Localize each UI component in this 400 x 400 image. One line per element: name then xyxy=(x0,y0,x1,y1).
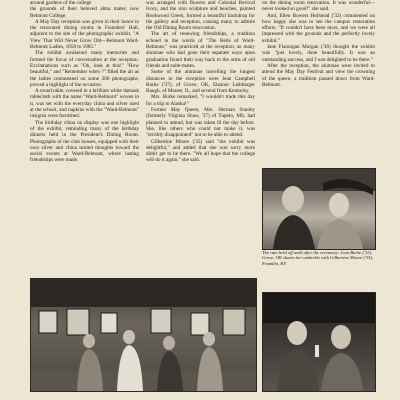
paragraph: Gilbertine Moore ('35) said "the exhibit was delightful," and added that she was sorry more didn't get to be there. "We all hope that the college will do it again," she said. xyxy=(146,138,255,164)
paragraph: Jane Flannigan Morgan ('36) thought the exhibit was "just lovely, done beautifully. It was an outstanding success, and I was delighted to be there." xyxy=(262,44,375,63)
reunion-photo xyxy=(262,168,376,250)
paragraph: on the dining room renovation. It was wonderful—never looked so good!" she said. xyxy=(262,0,375,13)
paragraph: Mrs. Burke remarked, "I wouldn't trade this day for a trip to Alaska!" xyxy=(146,94,255,107)
paragraph: A round table, covered in a brilliant white damask tablecloth with the name "Ward-Belmont" woven in it, was set with the everyday china and silver used at the school, and napkins with the "Ward-Belmont" insignia were furnished. xyxy=(30,88,139,120)
paragraph: The art of renewing friendships, a tradition echoed in the words of "The Bells of Ward-Belmont," was practiced at the reception, as many alumnae who had gone their separate ways upon graduation found their way back to the arms of old friends and suite-mates. xyxy=(146,31,255,69)
paragraph: was arranged with flowers and Colonial Revival Ivory, and the iron sculpture and benches, painted Rookwood Green, formed a beautiful backdrop for the gallery and reception, causing many to admire the Old Dining Room renovation. xyxy=(146,0,255,32)
paragraph: After the reception, the alumnae were invited to attend the May Day Festival and view the crowning of the queen, a tradition passed down from Ward-Belmont. xyxy=(262,62,375,88)
paragraph: The birthday china on display was one highlight of the exhibit, reminding many of the birthday dinners held in the President's Dining Room. Photographs of the club houses, equipped with their own silver and china turned thoughts toward the social events at Ward-Belmont, where lasting friendships were made. xyxy=(30,119,139,164)
reunion-photo-image xyxy=(263,169,375,249)
paragraph: And, Ellen Bowers Hofstead ('32) commented on how happy she was to see the campus restoration efforts. "It couldn't have been nicer, and we were all impressed with the grounds and the perfectly lovely exhibit." xyxy=(262,12,375,44)
reception-photo-image xyxy=(263,293,375,391)
paragraph: Some of the alumnae travelling the longest distances to the reception were Jean Campbell Burke ('37), of Grove, OK, Eleanor Liebbarger Baugh, of Monee, IL, and several from Kentucky. xyxy=(146,69,255,95)
exhibit-gallery-photo xyxy=(30,278,257,392)
reception-photo xyxy=(262,292,376,392)
paragraph: the grounds of their beloved alma mater, now Belmont College. xyxy=(30,6,139,19)
article-column-1 xyxy=(30,0,139,164)
paragraph: A May Day reception was given in their honor in the renovated dining rooms in Founders' Hall, adjacent to the site of the photographic exhibit, "A View That Will Never Grow Old—Belmont Ward-Belmont Ladies, 1858 to 1985." xyxy=(30,18,139,51)
paragraph: around gardens of the college xyxy=(30,0,92,6)
article-column-3 xyxy=(262,0,375,88)
paragraph: The exhibit awakened many memories and formed the focus of conversation at the reception. Exclamations such as "Oh, look at this!" "How beautiful," and "Remember when ?" filled the air as the ladies commented on some 200 photographs, proved a highlight of the occasion. xyxy=(30,50,139,88)
paragraph: Former May Queen, Mrs. Herman Stanley (formerly Virginia Shaw, '37) of Tupelo, MS, had planned to attend, but was taken ill the day before. She, like others who could not make it, was "terribly disappointed" not to be able to attend. xyxy=(146,107,255,139)
article-column-2 xyxy=(146,0,255,164)
photo-caption: The rain held off until after the ceremony: Jean Burke ('32), Grove, OK shares her umbrella with Gilbertine Moore ('35), Franklin, KY. xyxy=(262,250,374,266)
exhibit-gallery-image xyxy=(31,279,256,391)
